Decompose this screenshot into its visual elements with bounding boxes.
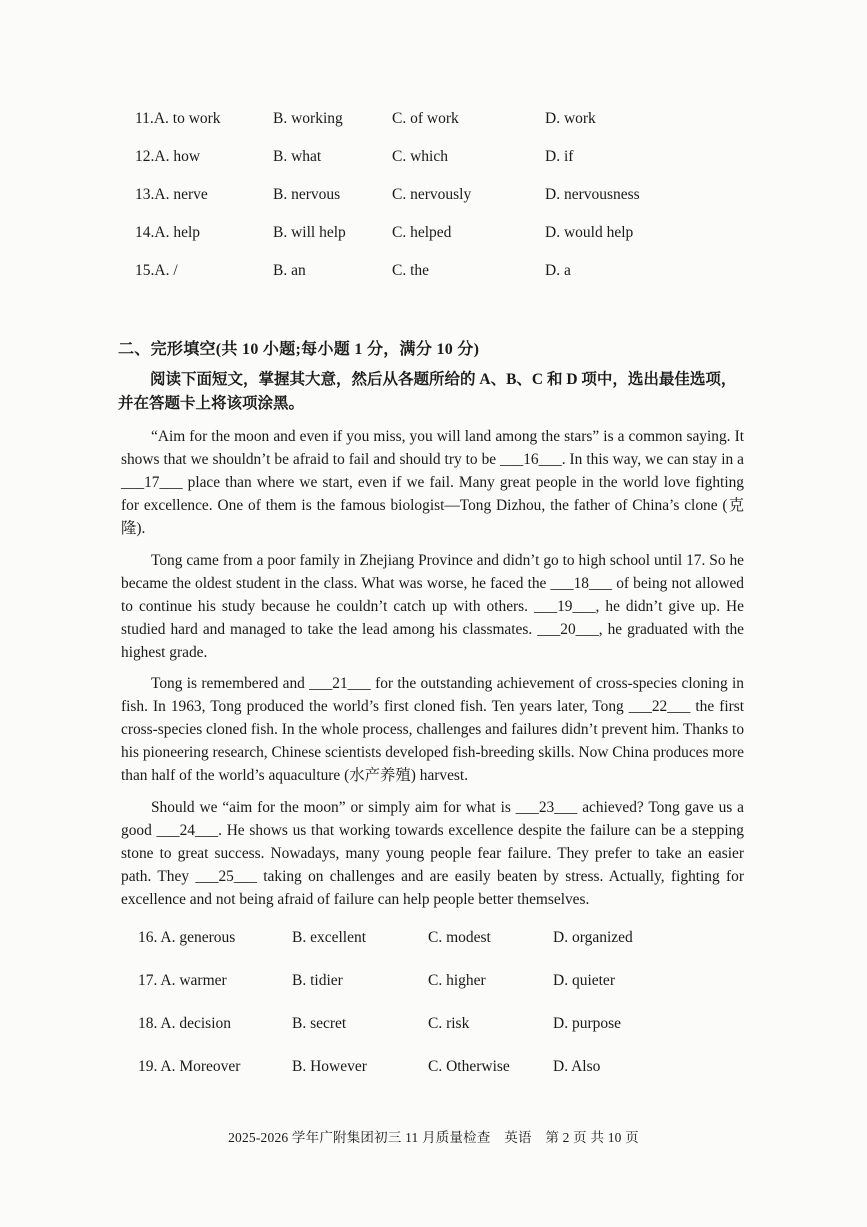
option-a: 18. A. decision — [138, 1015, 232, 1032]
option-d: D. would help — [545, 224, 634, 241]
option-b: B. tidier — [292, 972, 343, 989]
option-c: C. of work — [392, 110, 459, 127]
option-c: C. higher — [428, 972, 486, 989]
option-b: B. nervous — [273, 186, 341, 203]
option-c: C. nervously — [392, 186, 472, 203]
option-d: D. purpose — [553, 1015, 622, 1032]
option-a: 19. A. Moreover — [138, 1058, 241, 1075]
paragraph-text: Tong came from a poor family in Zhejiang Province and didn’t go to high school until 17. So he became the oldest student in the class. What was worse, he faced the ___18___ of being not allowed to continue his study because he couldn’t catch up with others. ___19___, he didn’t give up. He studied hard and managed to take the lead among his classmates. ___20___, he graduated with the highest grade. — [121, 552, 744, 661]
option-d: D. organized — [553, 929, 633, 946]
section-title: 二、完形填空(共 10 小题;每小题 1 分，满分 10 分) — [118, 341, 480, 358]
option-d: D. work — [545, 110, 596, 127]
option-b: B. will help — [273, 224, 346, 241]
option-c: C. risk — [428, 1015, 470, 1032]
option-c: C. the — [392, 262, 430, 279]
option-a: 15.A. / — [135, 262, 178, 279]
option-b: B. secret — [292, 1015, 347, 1032]
option-b: B. working — [273, 110, 343, 127]
option-d: D. nervousness — [545, 186, 640, 203]
option-d: D. quieter — [553, 972, 615, 989]
option-a: 12.A. how — [135, 148, 201, 165]
option-b: B. excellent — [292, 929, 367, 946]
option-d: D. a — [545, 262, 571, 279]
option-a: 13.A. nerve — [135, 186, 208, 203]
option-a: 14.A. help — [135, 224, 201, 241]
option-b: B. an — [273, 262, 306, 279]
option-c: C. which — [392, 148, 448, 165]
option-a: 16. A. generous — [138, 929, 236, 946]
option-b: B. what — [273, 148, 322, 165]
option-c: C. helped — [392, 224, 452, 241]
option-c: C. Otherwise — [428, 1058, 510, 1075]
option-a: 17. A. warmer — [138, 972, 227, 989]
option-d: D. Also — [553, 1058, 601, 1075]
option-b: B. However — [292, 1058, 367, 1075]
page-footer: 2025-2026 学年广附集团初三 11 月质量检查 英语 第 2 页 共 10 页 — [228, 1130, 639, 1145]
paragraph-text: Tong is remembered and ___21___ for the outstanding achievement of cross-species cloning in fish. In 1963, Tong produced the world’s first cloned fish. Ten years later, Tong ___22___ the first cross-species cloned fish. In the whole process, challenges and failures didn’t prevent him. Thanks to his pioneering research, Chinese scientists developed fish-breeding skills. Now China produces more than half of the world’s aquaculture (水产养殖) harvest. — [121, 675, 745, 784]
option-c: C. modest — [428, 929, 491, 946]
instruction-line-1: 阅读下面短文，掌握其大意，然后从各题所给的 A、B、C 和 D 项中，选出最佳选项， — [150, 371, 737, 388]
option-d: D. if — [545, 148, 574, 165]
paragraph-text: Should we “aim for the moon” or simply aim for what is ___23___ achieved? Tong gave us a good ___24___. He shows us that working towards excellence despite the failure can be a stepping stone to great success. Nowadays, many young people fear failure. They prefer to take an easier path. They ___25___ taking on challenges and are easily beaten by stress. Actually, fighting for excellence and not being afraid of failure can help people better themselves. — [121, 799, 744, 908]
paragraph-text: “Aim for the moon and even if you miss, you will land among the stars” is a common saying. It shows that we shouldn’t be afraid to fail and should try to be ___16___. In this way, we can stay in a ___17___ place than where we start, even if we fail. Many great people in the world love fighting for excellence. One of them is the famous biologist—Tong Dizhou, the father of China’s clone (克隆). — [121, 428, 744, 537]
instruction-line-2: 并在答题卡上将该项涂黑。 — [118, 395, 305, 412]
option-a: 11.A. to work — [135, 110, 221, 127]
